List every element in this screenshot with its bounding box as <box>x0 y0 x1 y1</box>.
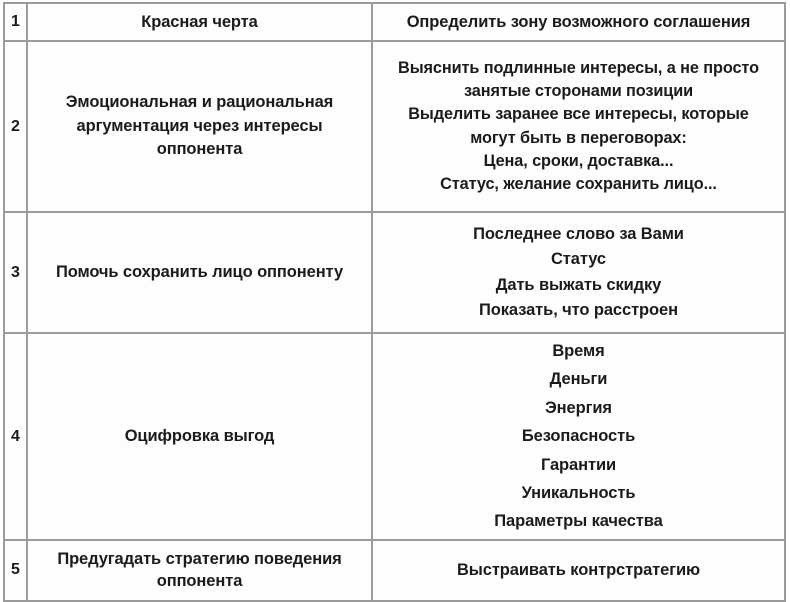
row-number-cell <box>4 3 27 41</box>
row-number: 4 <box>11 427 20 445</box>
tactic-description-cell <box>372 3 785 41</box>
tactic-description-line: Безопасность <box>521 427 636 446</box>
tactic-name-line: Помочь сохранить лицо оппоненту <box>55 263 344 282</box>
tactic-description-line: Гарантии <box>540 455 617 474</box>
tactic-description-line: Показать, что расстроен <box>479 300 678 319</box>
tactic-name-line: оппонента <box>156 572 243 591</box>
tactic-description-line: Выяснить подлинные интересы, а не просто <box>398 59 759 78</box>
row-number-cell <box>4 333 27 540</box>
row-number: 3 <box>11 263 20 281</box>
table-row <box>4 333 785 540</box>
tactic-description-cell <box>372 41 785 212</box>
tactic-description-line: Выстраивать контрстратегию <box>456 561 701 580</box>
tactic-description-line: Выделить заранее все интересы, которые <box>408 105 749 124</box>
tactic-description-line: Определить зону возможного соглашения <box>406 12 751 31</box>
row-number: 1 <box>11 13 20 31</box>
tactic-description-cell <box>372 540 785 601</box>
tactic-name-line: Предугадать стратегию поведения <box>57 549 342 568</box>
tactic-name-line: оппонента <box>156 140 243 159</box>
table-body <box>4 3 785 601</box>
table-row <box>4 212 785 333</box>
row-number-cell <box>4 212 27 333</box>
row-number-cell <box>4 540 27 601</box>
tactic-name-line: Оцифровка выгод <box>124 427 275 446</box>
tactic-description-cell <box>372 333 785 540</box>
tactic-description-line: Энергия <box>545 398 612 417</box>
tactic-name-cell <box>27 540 372 601</box>
tactics-table <box>3 2 786 602</box>
table-row <box>4 41 785 212</box>
tactic-name-line: Эмоциональная и рациональная <box>65 92 334 111</box>
row-number-cell <box>4 41 27 212</box>
tactic-name-line: Красная черта <box>141 12 258 31</box>
tactic-description-line: Параметры качества <box>494 512 663 531</box>
tactic-name-cell <box>27 3 372 41</box>
tactic-description-line: Дать выжать скидку <box>495 275 662 294</box>
tactic-description-line: могут быть в переговорах: <box>470 128 687 147</box>
tactic-description-line: Деньги <box>549 370 608 389</box>
tactic-name-cell <box>27 333 372 540</box>
tactic-description-cell <box>372 212 785 333</box>
tactic-description-line: Уникальность <box>521 483 636 502</box>
tactic-description-line: Цена, сроки, доставка... <box>483 151 674 170</box>
tactic-description-line: Статус <box>550 250 606 269</box>
tactic-description-line: занятые сторонами позиции <box>463 82 694 101</box>
row-number: 2 <box>11 117 20 135</box>
table-row <box>4 540 785 601</box>
table-row <box>4 3 785 41</box>
tactic-description-line: Статус, желание сохранить лицо... <box>440 174 717 193</box>
tactic-name-cell <box>27 41 372 212</box>
tactic-name-cell <box>27 212 372 333</box>
tactic-description-line: Последнее слово за Вами <box>473 225 684 244</box>
row-number: 5 <box>11 561 20 579</box>
tactic-description-line: Время <box>552 342 605 360</box>
tactic-name-line: аргументация через интересы <box>76 116 323 135</box>
